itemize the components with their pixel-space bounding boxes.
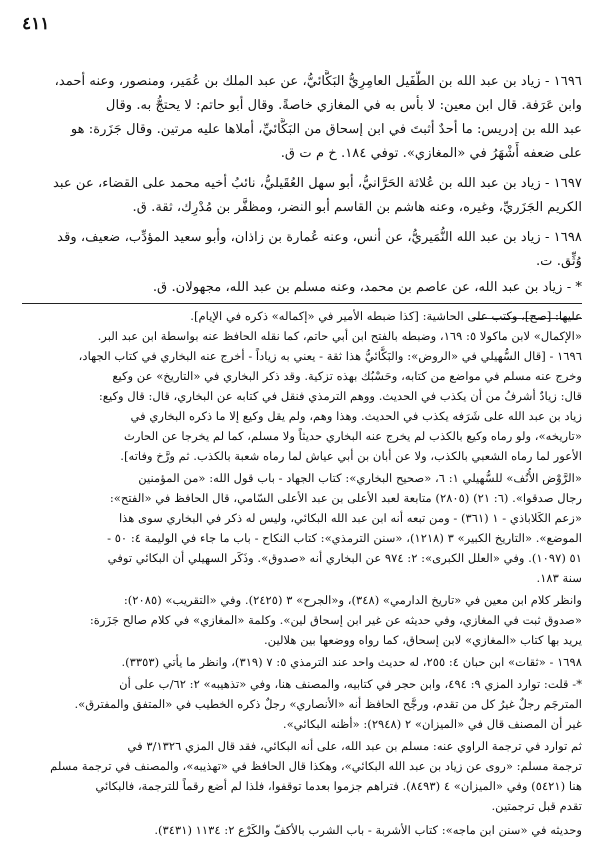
note-line: «زعم الكَلاباذي - ١ (٣٦١) - ومن تبعه أنه ابن عبد الله البكائي، وليس له ذكر في البخاري سوى هذا <box>118 511 582 525</box>
note-line: ١٦٩٨ - «ثقات» ابن حبان ٤: ٢٥٥، له حديث واحد عند الترمذي ٥: ٧ (٣١٩)، وانظر ما يأتي (٣٣٥٣). <box>121 655 582 669</box>
note-line: *- قلت: توارد المزي ٩: ٤٩٤، وابن حجر في كتابيه، والمصنف هنا، وفي «تذهيبه» ٢: ٦٢/ب على أن <box>119 677 582 691</box>
note-line: قال: زيادٌ أشرفُ من أن يكذب في الحديث. ووهم الترمذي فنقل في كتابه عن البخاري، قال: قال وكيع: <box>98 389 582 403</box>
note-line: وحديثه في «سنن ابن ماجه»: كتاب الأشربة - باب الشرب بالأكفّ والكَرْع ٢: ١١٣٤ (٣٤٣١). <box>154 823 582 837</box>
main-line: ١٦٩٨ - زياد بن عبد الله النُّمَيريُّ، عن أنس، وعنه عُمارة بن زاذان، وأبو سعيد المؤدِّب، ضعيف، وقد <box>57 230 582 245</box>
note-line: هنا (٥٤٢١) وفي «الميزان» ٤ (٨٤٩٣). فتراهم جزموا بعدما توقفوا، فلذا لم أضع رقماً للترجمة، فالبكائي <box>95 779 582 793</box>
main-line: الكريم الجَزَريِّ، وغيره، وعنه هاشم بن القاسم أبو النضر، ومظفَّر بن مُدْرِك، ثقة. ق. <box>132 200 582 215</box>
note-line: الأعور لما رماه الشعبي بالكذب، ولا عن أبان بن أبي عياش لما رماه شعبة بالكذب. ثم ورَّخ وفاته]. <box>120 449 582 463</box>
main-line: ١٦٩٧ - زياد بن عبد الله بن عُلاثة الحَرَّانيُّ، أبو سهل العُقَيليُّ، نائبُ أخيه محمد على القضاء، عن عبد <box>52 176 582 191</box>
note-line: وانظر كلام ابن معين في «تاريخ الدارمي» (٣٤٨)، و«الجرح» ٣ (٢٤٢٥). وفي «التقريب» (٢٠٨٥): <box>123 593 582 607</box>
note-line: «تاريخه»، ولو رماه وكيع بالكذب لم يخرج عنه البخاري حديثاً ولا مسلم، كما لم يخرجا عن الحارث <box>123 429 582 443</box>
main-line: على ضعفه أَشْهَرُ في «المغازي». توفي ١٨٤. خ م ت ق. <box>280 146 582 161</box>
note-line: وخرج عنه مسلم في مواضع من كتابه، وحَسْبُك بهذه تزكية. وقد ذكر البخاري في «التاريخ» عن وكيع <box>112 369 582 383</box>
note-line: الموضع». «التاريخ الكبير» ٣ (١٢١٨)، «سنن الترمذي»: كتاب النكاح - باب ما جاء في الوليمة ٤: ٥٠ - <box>107 531 582 545</box>
note-line: المترجَم رجلٌ غيرُ كل من تقدم، ورجَّح الحافظ أنه «الأنصاري» رجلٌ ذكره الخطيب في «المتفق والمفترق». <box>74 697 582 711</box>
note-line: «الإكمال» لابن ماكولا ٥: ١٦٩، وضبطه بالفتح ابن أبي حاتم، كما نقله الحافظ عنه بواسطة ابن عبد البر. <box>97 329 582 343</box>
main-line: وُثِّق. ت. <box>535 254 582 269</box>
footnote-separator <box>22 303 582 304</box>
note-line: يريد بها كتاب «المغازي» لابن إسحاق، كما رواه ووضعها بين هلالين. <box>263 633 582 647</box>
note-line: تقدم قبل ترجمتين. <box>491 799 582 813</box>
main-line: وابن عَرَفة. قال ابن معين: لا بأس به في المغازي خاصةً. وقال أبو حاتم: لا يحتجُّ به. وقال <box>105 98 582 113</box>
main-line: ١٦٩٦ - زياد بن عبد الله بن الطُّفَيل العامِرِيُّ البَكَّائيُّ، عن عبد الملك بن عُمَير، ومنصور، وعنه أحمد، <box>54 74 582 89</box>
page-number: ٤١١ <box>22 14 50 34</box>
note-line: زياد بن عبد الله على شَرَفه يكذب في الحديث. وهذا وهم، ولم يقل وكيع إلا ما ذكره البخاري في <box>130 409 582 423</box>
note-line: سنة ١٨٣. <box>536 571 582 585</box>
note-line: عليها: [صح]، وكتب على الحاشية: [كذا ضبطه الأمير في «إكماله» ذكره في الإيام]. <box>190 309 582 323</box>
note-line: «الرَّوْض الأُنُف» للسُّهيلي ١: ٦، «صحيح البخاري»: كتاب الجهاد - باب قول الله: «من المؤمنين <box>138 471 582 485</box>
note-line: غير أن المصنف قال في «الميزان» ٢ (٢٩٤٨): «أظنه البكائي». <box>282 717 582 731</box>
main-line: * - زياد بن عبد الله، عن عاصم بن محمد، وعنه مسلم بن عبد الله، مجهولان. ق. <box>152 280 582 295</box>
main-line: عبد الله بن إدريس: ما أحدٌ أثبتَ في ابن إسحاق من البَكَّائيِّ، أملاها عليه مرتين. وقال جَزَرة: هو <box>70 122 582 137</box>
note-line: «صدوق ثبت في المغازي، وفي حديثه عن غير ابن إسحاق لين». وكلمة «المغازي» في كلام صالح جَزَرة: <box>89 613 582 627</box>
note-line: ثم توارد في ترجمة الراوي عنه: مسلم بن عبد الله، على أنه البكائي، فقد قال المزي ٣/١٣٢٦ في <box>127 739 582 753</box>
note-line: ترجمة مسلم: «روى عن زياد بن عبد الله البكائي»، وهكذا قال الحافظ في «تهذيبه»، والمصنف في ترجمة مسلم <box>50 759 582 773</box>
note-line: رجال صدقوا». (٦: ٢١) (٢٨٠٥) متابعة لعبد الأعلى بن عبد الأعلى السّامي، قال الحافظ في «الفتح»: <box>109 491 582 505</box>
note-line: ٥١ (١٠٩٧). وفي «العلل الكبرى»: ٢: ٩٧٤ عن البخاري أنه «صدوق». وذَكَر السهيلي أن البكائي توفي <box>107 551 582 565</box>
note-line: ١٦٩٦ - [قال السُّهيلي في «الروض»: والبَكَّائيُّ هذا ثقة - يعني به زياداً - أخرج عنه البخاري في كتاب الجهاد، <box>78 349 582 363</box>
